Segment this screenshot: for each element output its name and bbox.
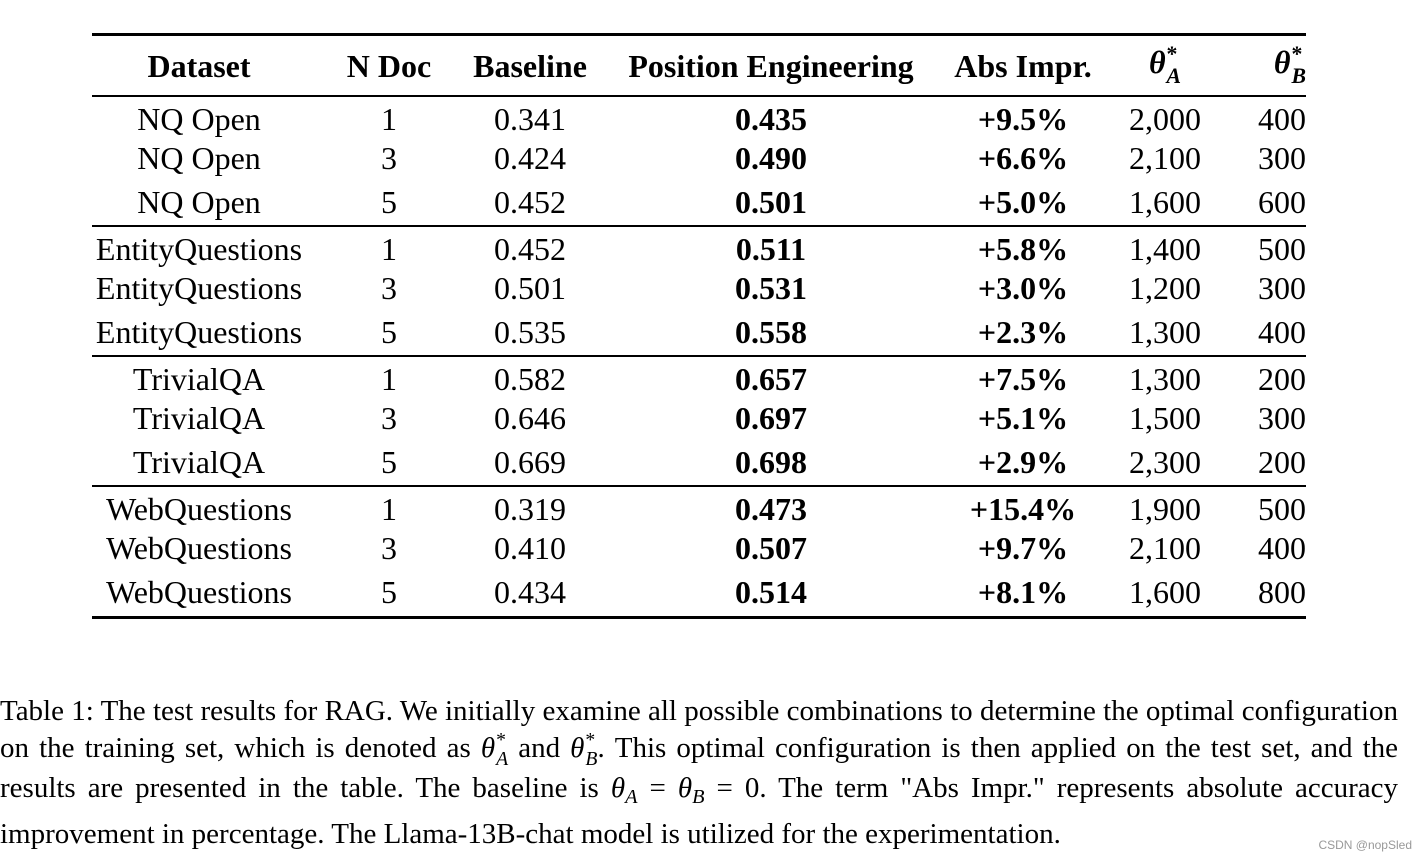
cell-baseline: 0.319: [494, 490, 566, 527]
cell-dataset: WebQuestions: [106, 490, 292, 527]
table-row: [92, 440, 1306, 486]
table-caption: Table 1: The test results for RAG. We initially examine all possible combinations to determine the optimal configuration on the training set, which is denoted as θ * A and θ * B . This optimal configuration is then applied on the test set, and the results are presented in the table. The baseline is $\theta_A = \theta_B = 0$. The term "Abs Impr." represents absolute accuracy improvement in percentage. The Llama-13B-chat model is utilized for the experimentation.: [0, 695, 1399, 851]
cell-dataset: TrivialQA: [132, 360, 266, 397]
cell-abs-impr: +6.6%: [977, 140, 1069, 176]
cell-position-engineering: 0.501: [735, 183, 807, 220]
cell-dataset: NQ Open: [137, 100, 261, 137]
cell-theta-b: 200: [1258, 443, 1306, 480]
table-row: [92, 180, 1306, 226]
cell-n-doc: 1: [381, 100, 397, 137]
cell-theta-a: 1,300: [1129, 313, 1201, 350]
cell-baseline: 0.424: [494, 140, 566, 176]
cell-theta-a: 1,300: [1129, 360, 1201, 397]
cell-dataset: NQ Open: [137, 140, 261, 176]
cell-abs-impr: +5.1%: [977, 400, 1069, 436]
cell-dataset: WebQuestions: [106, 574, 292, 611]
cell-dataset: TrivialQA: [132, 400, 266, 436]
table-row: [92, 486, 1306, 528]
cell-baseline: 0.410: [494, 530, 566, 566]
table-row: [92, 356, 1306, 398]
cell-n-doc: 5: [381, 574, 397, 611]
cell-n-doc: 1: [381, 230, 397, 267]
cell-n-doc: 5: [381, 183, 397, 220]
cell-theta-b: 500: [1258, 490, 1306, 527]
cell-n-doc: 5: [381, 443, 397, 480]
cell-theta-b: 400: [1258, 313, 1306, 350]
cell-abs-impr: +7.5%: [977, 360, 1069, 397]
cell-theta-b: 500: [1258, 230, 1306, 267]
cell-dataset: NQ Open: [137, 183, 261, 220]
cell-theta-b: 400: [1258, 530, 1306, 566]
header-position-engineering: Position Engineering: [628, 47, 914, 84]
cell-abs-impr: +15.4%: [969, 490, 1077, 527]
header-n-doc: N Doc: [346, 47, 432, 84]
cell-position-engineering: 0.697: [735, 400, 807, 436]
cell-abs-impr: +5.0%: [977, 183, 1069, 220]
header-row: [92, 35, 1306, 96]
cell-position-engineering: 0.531: [735, 270, 807, 306]
cell-n-doc: 1: [381, 360, 397, 397]
cell-abs-impr: +2.9%: [977, 443, 1069, 480]
header-dataset: Dataset: [147, 47, 251, 84]
cell-theta-b: 200: [1258, 360, 1306, 397]
cell-dataset: TrivialQA: [132, 443, 266, 480]
table-row: [92, 96, 1306, 138]
cell-position-engineering: 0.511: [735, 230, 807, 267]
cell-baseline: 0.535: [494, 313, 566, 350]
cell-baseline: 0.669: [494, 443, 566, 480]
cell-n-doc: 3: [381, 400, 397, 436]
table-row: [92, 570, 1306, 618]
cell-position-engineering: 0.558: [735, 313, 807, 350]
cell-baseline: 0.341: [494, 100, 566, 137]
cell-theta-b: 600: [1258, 183, 1306, 220]
table-row: [92, 398, 1306, 440]
cell-n-doc: 3: [381, 140, 397, 176]
cell-theta-a: 1,900: [1129, 490, 1201, 527]
cell-abs-impr: +8.1%: [977, 574, 1069, 611]
cell-theta-b: 300: [1258, 400, 1306, 436]
cell-baseline: 0.452: [494, 230, 566, 267]
header-theta-a: θ * A: [1148, 42, 1182, 89]
cell-theta-a: 2,100: [1129, 140, 1201, 176]
results-table: [92, 33, 1306, 619]
cell-baseline: 0.501: [494, 270, 566, 306]
cell-theta-b: 300: [1258, 140, 1306, 176]
header-theta-b: θ * B: [1273, 42, 1306, 89]
cell-theta-a: 1,200: [1129, 270, 1201, 306]
cell-n-doc: 3: [381, 270, 397, 306]
cell-abs-impr: +5.8%: [977, 230, 1069, 267]
table-row: [92, 226, 1306, 268]
cell-position-engineering: 0.514: [735, 574, 807, 611]
cell-position-engineering: 0.507: [735, 530, 807, 566]
cell-position-engineering: 0.473: [735, 490, 807, 527]
cell-theta-a: 1,500: [1129, 400, 1201, 436]
watermark: CSDN @nopSled: [1318, 838, 1412, 852]
table-row: [92, 138, 1306, 180]
cell-baseline: 0.434: [494, 574, 566, 611]
cell-baseline: 0.582: [494, 360, 566, 397]
cell-position-engineering: 0.657: [735, 360, 807, 397]
cell-baseline: 0.646: [494, 400, 566, 436]
cell-theta-a: 1,600: [1129, 574, 1201, 611]
table-row: [92, 268, 1306, 310]
cell-theta-a: 1,400: [1129, 230, 1201, 267]
cell-position-engineering: 0.698: [735, 443, 807, 480]
cell-theta-a: 2,000: [1129, 100, 1201, 137]
cell-theta-a: 2,100: [1129, 530, 1201, 566]
cell-theta-a: 1,600: [1129, 183, 1201, 220]
cell-n-doc: 3: [381, 530, 397, 566]
cell-position-engineering: 0.490: [735, 140, 807, 176]
cell-position-engineering: 0.435: [735, 100, 807, 137]
header-abs-impr: Abs Impr.: [954, 47, 1092, 84]
cell-abs-impr: +9.5%: [977, 100, 1069, 137]
cell-theta-b: 400: [1258, 100, 1306, 137]
cell-theta-b: 800: [1258, 574, 1306, 611]
cell-theta-a: 2,300: [1129, 443, 1201, 480]
cell-abs-impr: +9.7%: [977, 530, 1069, 566]
header-baseline: Baseline: [473, 47, 587, 84]
table-row: [92, 310, 1306, 356]
cell-theta-b: 300: [1258, 270, 1306, 306]
cell-n-doc: 5: [381, 313, 397, 350]
cell-dataset: EntityQuestions: [95, 313, 303, 350]
cell-abs-impr: +2.3%: [977, 313, 1069, 350]
cell-dataset: EntityQuestions: [95, 270, 303, 306]
cell-dataset: EntityQuestions: [95, 230, 303, 267]
cell-n-doc: 1: [381, 490, 397, 527]
cell-dataset: WebQuestions: [106, 530, 292, 566]
table-row: [92, 528, 1306, 570]
cell-baseline: 0.452: [494, 183, 566, 220]
cell-abs-impr: +3.0%: [977, 270, 1069, 306]
